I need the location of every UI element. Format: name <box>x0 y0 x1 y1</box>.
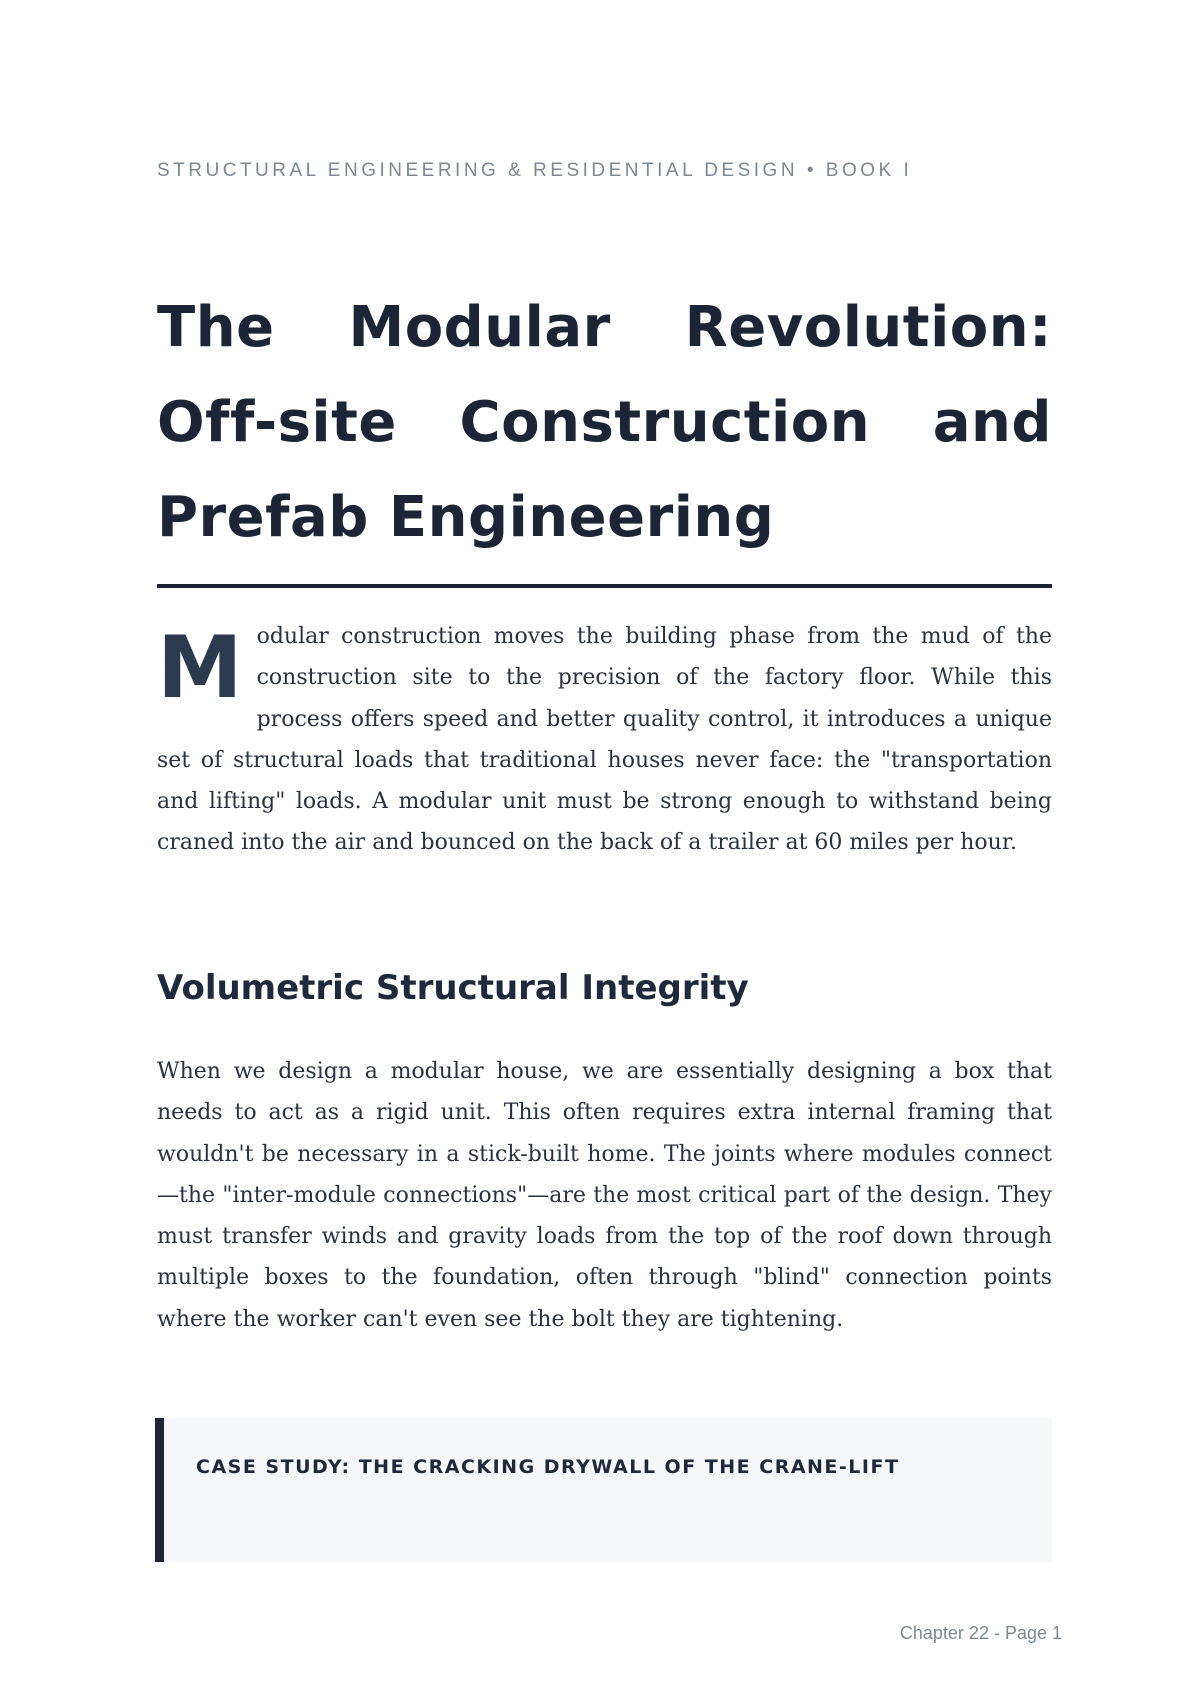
section-heading: Volumetric Structural Integrity <box>157 968 749 1008</box>
intro-text: odular construction moves the building phase from the mud of the construction site to the precision of the factory floor. While this process offers speed and better quality control, it introduces a unique set of structural loads that traditional houses never face: the "transportation and lifting" loads. A modular unit must be strong enough to withstand being craned into the air and bounced on the back of a trailer at 60 miles per hour. <box>157 624 1052 856</box>
running-header: STRUCTURAL ENGINEERING & RESIDENTIAL DESIGN • BOOK I <box>157 160 913 181</box>
title-divider <box>157 584 1052 588</box>
chapter-title: The Modular Revolution: Off-site Construction and Prefab Engineering <box>157 295 1052 550</box>
drop-cap: M <box>157 618 243 718</box>
page-footer: Chapter 22 - Page 1 <box>899 1623 1062 1643</box>
case-study-callout <box>155 1418 1052 1562</box>
intro-paragraph <box>157 616 1052 864</box>
callout-title: CASE STUDY: THE CRACKING DRYWALL OF THE CRANE-LIFT <box>196 1456 900 1478</box>
section-paragraph: When we design a modular house, we are essentially designing a box that needs to act as a rigid unit. This often requires extra internal framing that wouldn't be necessary in a stick-built home. The joints where modules connect—the "inter-module connections"—are the most critical part of the design. They must transfer winds and gravity loads from the top of the roof down through multiple boxes to the foundation, often through "blind" connection points where the worker can't even see the bolt they are tightening. <box>157 1059 1052 1332</box>
